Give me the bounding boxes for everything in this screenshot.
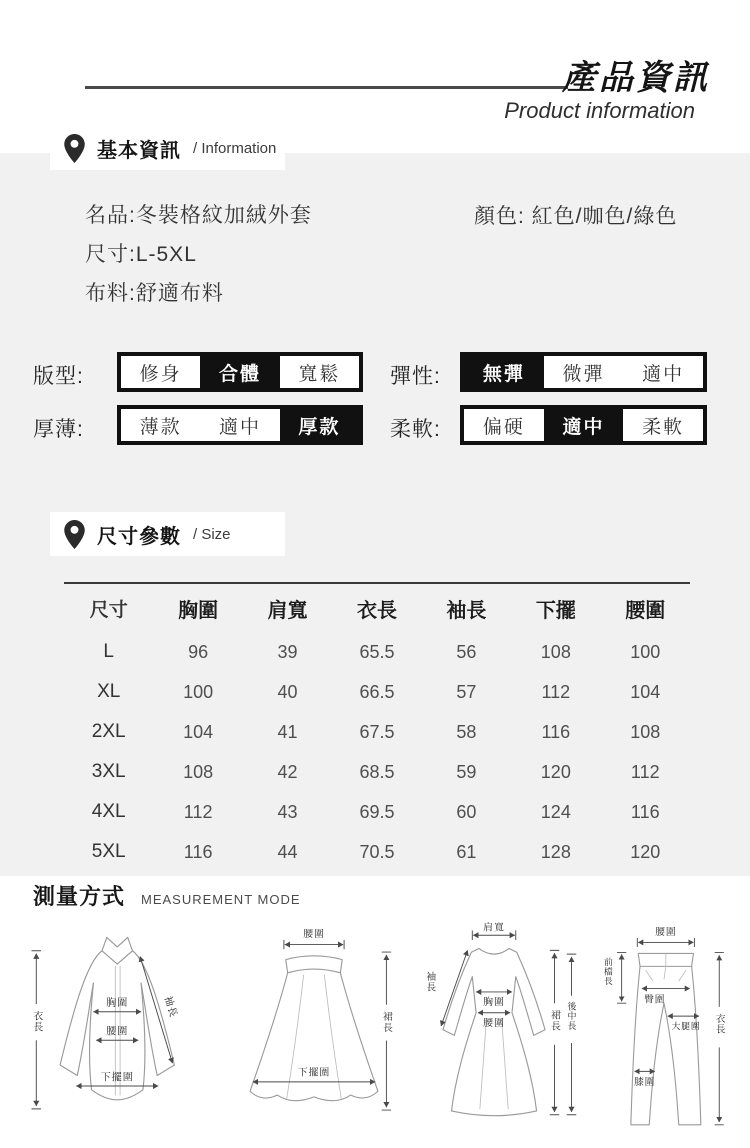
measurement-title: 測量方式 [33,884,126,909]
cell-value: 58 [456,721,477,742]
cell-value: 40 [277,681,298,702]
option-medium-soft: 適中 [544,409,624,441]
elasticity-label: 彈性: [390,365,441,388]
cell-value: 60 [456,801,477,822]
shirt-bust-label: 胸圍 [106,998,129,1009]
size-section-title: 尺寸參數 [97,525,181,548]
pants-hip-label: 臀圍 [644,994,666,1006]
cell-value: 67.5 [359,721,395,742]
measurement-diagrams [22,922,734,1144]
cell-value: 44 [277,841,298,862]
basic-info-title: 基本資訊 [97,139,181,162]
option-no-stretch: 無彈 [464,356,544,388]
skirt-waist-label: 腰圍 [303,929,326,941]
cell-value: 104 [183,721,214,742]
cell-value: 70.5 [359,841,395,862]
cell-size: 3XL [91,761,126,782]
dress-shoulder-label: 肩寬 [482,922,505,934]
measurement-section-header [33,880,301,911]
cell-value: 57 [456,681,477,702]
table-row [64,632,690,672]
cell-value: 112 [541,681,571,702]
table-row [64,752,690,792]
dress-skirt-length-label: 裙長 [548,1009,560,1032]
size-table-header-row [64,584,690,632]
cell-value: 128 [540,841,571,862]
cell-value: 96 [188,641,209,662]
product-fields [85,196,312,313]
size-section-header [50,512,285,556]
fit-selector [117,352,363,392]
table-row [64,712,690,752]
cell-value: 108 [540,641,571,662]
pants-length-label: 衣長 [713,1013,725,1035]
cell-value: 68.5 [359,761,395,782]
location-pin-icon [64,134,85,163]
cell-value: 116 [183,841,213,862]
basic-info-section-header [50,126,285,170]
softness-label: 柔軟: [390,418,441,441]
thickness-selector [117,405,363,445]
dress-bust-label: 胸圍 [482,997,505,1009]
cell-size: 2XL [91,721,126,742]
cell-value: 116 [541,721,571,742]
option-thick: 厚款 [280,409,359,441]
option-soft: 柔軟 [623,409,703,441]
cell-value: 56 [456,641,477,662]
option-slight-stretch: 微彈 [544,356,624,388]
cell-value: 104 [630,681,661,702]
skirt-length-label: 裙長 [381,1011,393,1033]
cell-size: L [103,641,114,662]
size-table [64,582,690,872]
fit-label: 版型: [33,365,84,388]
option-loose-fit: 寬鬆 [280,356,359,388]
page-subtitle: Product information [504,98,695,123]
cell-value: 59 [456,761,477,782]
col-header-shoulder: 肩寬 [267,599,308,622]
dress-measure-diagram [407,922,582,1128]
dress-waist-label: 腰圍 [482,1017,505,1029]
cell-value: 69.5 [359,801,395,822]
table-row [64,832,690,872]
cell-value: 41 [277,721,298,742]
pants-waist-label: 腰圍 [655,927,677,939]
cell-value: 120 [630,841,661,862]
measurement-subtitle: MEASUREMENT MODE [141,892,301,907]
option-medium-thickness: 適中 [200,409,279,441]
thickness-label: 厚薄: [33,418,84,441]
dress-back-length-label: 後中長 [566,1001,577,1032]
shirt-sleeve-label: 袖長 [161,995,179,1020]
cell-value: 112 [183,801,213,822]
col-header-size: 尺寸 [89,599,128,621]
shirt-measure-diagram [22,922,222,1130]
option-thin: 薄款 [121,409,200,441]
cell-value: 112 [630,761,660,782]
cell-value: 124 [540,801,571,822]
cell-value: 66.5 [359,681,395,702]
cell-value: 120 [540,761,571,782]
shirt-hem-label: 下擺圍 [100,1072,134,1084]
option-regular-fit: 合體 [200,356,279,388]
cell-size: XL [97,681,121,702]
cell-size: 4XL [91,801,126,822]
cell-value: 61 [456,841,477,862]
col-header-length: 衣長 [356,599,397,622]
basic-info-subtitle: / Information [193,139,277,157]
product-fabric-field: 布料:舒適布料 [85,282,224,305]
cell-value: 42 [277,761,298,782]
product-color-field: 顏色: 紅色/咖色/綠色 [474,205,678,228]
cell-value: 116 [630,801,660,822]
option-slim-fit: 修身 [121,356,200,388]
cell-value: 108 [630,721,661,742]
cell-value: 100 [630,641,661,662]
option-hard: 偏硬 [464,409,544,441]
cell-value: 39 [277,641,298,662]
pants-thigh-label: 大腿圍 [671,1021,701,1031]
pants-front-rise-label: 前檔長 [602,957,613,987]
cell-value: 108 [183,761,214,782]
shirt-waist-label: 腰圍 [106,1026,129,1038]
cell-value: 100 [183,681,214,702]
col-header-bust: 胸圍 [178,599,219,622]
pants-knee-label: 膝圍 [634,1077,656,1089]
softness-selector [460,405,707,445]
col-header-waist: 腰圍 [625,599,666,622]
option-medium-stretch: 適中 [623,356,703,388]
product-size-field: 尺寸:L-5XL [85,243,197,266]
location-pin-icon [64,520,85,549]
table-row [64,672,690,712]
table-row [64,792,690,832]
product-name-field: 名品:冬裝格紋加絨外套 [85,204,312,227]
skirt-hem-label: 下擺圍 [298,1067,331,1079]
dress-sleeve-label: 袖長 [423,971,435,993]
size-section-subtitle: / Size [193,525,231,543]
cell-size: 5XL [91,841,126,862]
shirt-length-label: 衣長 [30,1010,42,1033]
skirt-measure-diagram [234,922,394,1127]
elasticity-selector [460,352,707,392]
cell-value: 65.5 [359,641,395,662]
page-title: 產品資訊 [562,59,710,97]
pants-measure-diagram [594,922,734,1136]
col-header-hem: 下擺 [535,599,576,622]
col-header-sleeve: 袖長 [446,599,487,622]
header-divider-line [85,86,568,89]
cell-value: 43 [277,801,298,822]
